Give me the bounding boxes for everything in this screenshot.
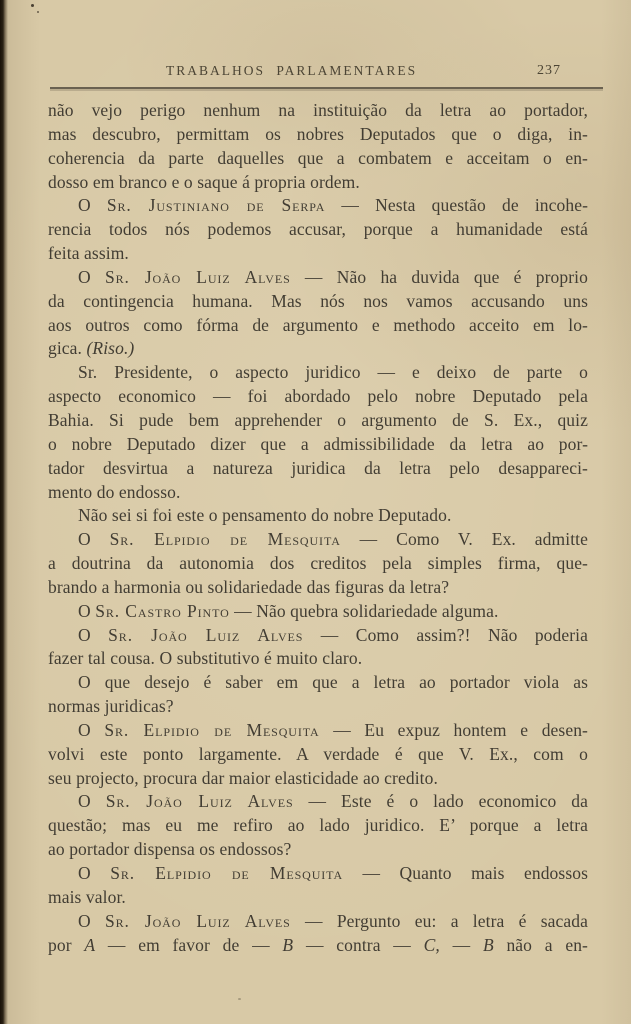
text-line bbox=[48, 194, 588, 218]
text-run: O bbox=[78, 863, 111, 883]
scan-edge-shadow bbox=[0, 0, 8, 1024]
text-line bbox=[48, 409, 588, 433]
speaker-name: Sr. Castro Pinto bbox=[95, 600, 230, 621]
text-line bbox=[48, 790, 588, 814]
text-run: não a en- bbox=[493, 934, 588, 955]
text-line bbox=[48, 242, 588, 266]
text-run: — Como assim?! Não poderia bbox=[303, 624, 588, 645]
italic-text: B bbox=[282, 934, 294, 955]
text-run: ao portador dispensa os endossos? bbox=[48, 839, 292, 860]
paragraph bbox=[48, 790, 588, 862]
text-line bbox=[48, 171, 588, 195]
paragraph bbox=[48, 194, 588, 266]
text-run: mento do endosso. bbox=[48, 481, 181, 502]
italic-text: A bbox=[84, 934, 96, 955]
page-header-title: TRABALHOS PARLAMENTARES bbox=[166, 63, 418, 78]
text-line bbox=[48, 814, 588, 838]
text-line bbox=[48, 576, 588, 600]
text-run: — Este é o lado economico da bbox=[293, 791, 588, 812]
header-rule bbox=[50, 87, 603, 89]
speaker-name: Sr. Elpidio de Mesquita bbox=[110, 863, 344, 883]
text-run: mas descubro, permittam os nobres Deputados que o diga, in- bbox=[48, 123, 588, 144]
text-line bbox=[48, 838, 588, 862]
text-run: dosso em branco e o saque á propria ordem. bbox=[48, 171, 360, 192]
text-run: — Como V. Ex. admitte bbox=[340, 529, 588, 550]
paragraph bbox=[48, 266, 588, 361]
text-line bbox=[48, 481, 588, 505]
ink-speck bbox=[31, 4, 34, 7]
text-line bbox=[48, 624, 588, 648]
text-line bbox=[48, 862, 588, 886]
text-run: — bbox=[439, 934, 483, 955]
text-run: — em favor de — bbox=[95, 934, 283, 955]
italic-text: B bbox=[482, 934, 494, 955]
text-run: O bbox=[78, 910, 105, 931]
paragraph bbox=[48, 600, 588, 624]
text-run: O bbox=[78, 791, 106, 812]
text-line bbox=[48, 910, 588, 934]
text-run: tador desvirtua a natureza juridica da letra pelo desappareci- bbox=[48, 457, 588, 478]
text-line bbox=[48, 552, 588, 576]
text-line bbox=[48, 600, 588, 624]
paragraph bbox=[48, 504, 588, 528]
text-run: volvi este ponto largamente. A verdade é que V. Ex., com o bbox=[48, 743, 588, 764]
text-line bbox=[48, 886, 588, 910]
text-run: brando a harmonia ou solidariedade das figuras da letra? bbox=[48, 576, 450, 597]
text-line bbox=[48, 528, 588, 552]
speaker-name: Sr. João Luiz Alves bbox=[105, 791, 294, 812]
text-run: — Quanto mais endossos bbox=[343, 863, 588, 883]
text-line bbox=[48, 767, 588, 791]
paragraph bbox=[48, 99, 588, 194]
text-line bbox=[48, 290, 588, 314]
text-run: O que desejo é saber em que a letra ao portador viola as bbox=[78, 672, 588, 693]
text-line bbox=[48, 504, 588, 528]
text-line bbox=[48, 361, 588, 385]
text-run: O bbox=[78, 719, 105, 740]
text-run: questão; mas eu me refiro ao lado juridico. E’ porque a letra bbox=[48, 815, 588, 836]
text-run: — Eu expuz hontem e desen- bbox=[319, 719, 588, 740]
text-run: Bahia. Si pude bem apprehender o argumento de S. Ex., quiz bbox=[48, 409, 588, 430]
text-run: O bbox=[78, 600, 96, 621]
text-run: — Não ha duvida que é proprio bbox=[290, 266, 588, 287]
speaker-name: Sr. Elpidio de Mesquita bbox=[104, 719, 320, 740]
text-run: O bbox=[78, 529, 110, 550]
text-run: mais valor. bbox=[48, 886, 126, 907]
text-run: O bbox=[78, 195, 107, 216]
text-run: aspecto economico — foi abordado pelo nobre Deputado pela bbox=[48, 386, 588, 407]
paragraph bbox=[48, 719, 588, 791]
text-run: o nobre Deputado dizer que a admissibilidade da letra ao por- bbox=[48, 433, 588, 454]
page-number: 237 bbox=[537, 63, 561, 78]
text-run: — Pergunto eu: a letra é sacada bbox=[290, 910, 588, 931]
text-line bbox=[48, 266, 588, 290]
text-line bbox=[48, 99, 588, 123]
text-line bbox=[48, 719, 588, 743]
speaker-name: Sr. João Luiz Alves bbox=[104, 266, 291, 287]
text-run: coherencia da parte daquelles que a combatem e acceitam o en- bbox=[48, 147, 588, 168]
paragraph bbox=[48, 862, 588, 910]
running-head bbox=[50, 63, 603, 85]
text-line bbox=[48, 695, 588, 719]
text-run: da contingencia humana. Mas nós nos vamos accusando uns bbox=[48, 290, 588, 311]
paragraph bbox=[48, 528, 588, 600]
speaker-name: Sr. João Luiz Alves bbox=[108, 624, 304, 645]
text-block bbox=[48, 99, 588, 957]
text-run: — Não quebra solidariedade alguma. bbox=[229, 600, 499, 621]
text-line bbox=[48, 934, 588, 958]
text-line bbox=[48, 671, 588, 695]
speaker-name: Sr. Elpidio de Mesquita bbox=[109, 529, 341, 550]
text-run: seu projecto, procura dar maior elasticidade ao credito. bbox=[48, 767, 438, 788]
text-line bbox=[48, 123, 588, 147]
text-run: rencia todos nós podemos accusar, porque a humanidade está bbox=[48, 219, 588, 240]
text-run: gica. bbox=[48, 338, 87, 359]
text-line bbox=[48, 647, 588, 671]
text-line bbox=[48, 385, 588, 409]
text-run: normas juridicas? bbox=[48, 696, 174, 717]
text-run: aos outros como fórma de argumento e methodo acceito em lo- bbox=[48, 314, 588, 335]
text-line bbox=[48, 337, 588, 361]
paragraph bbox=[48, 361, 588, 504]
text-run: Sr. Presidente, o aspecto juridico — e deixo de parte o bbox=[78, 362, 588, 383]
italic-text: (Riso.) bbox=[86, 338, 135, 359]
text-line bbox=[48, 433, 588, 457]
text-run: Não sei si foi este o pensamento do nobre Deputado. bbox=[78, 505, 452, 526]
text-line bbox=[48, 147, 588, 171]
text-run: — contra — bbox=[293, 934, 424, 955]
text-run: não vejo perigo nenhum na instituição da letra ao portador, bbox=[48, 100, 588, 120]
text-run: fazer tal cousa. O substitutivo é muito claro. bbox=[48, 648, 363, 669]
text-run: O bbox=[78, 266, 105, 287]
text-line bbox=[48, 314, 588, 338]
ink-speck bbox=[238, 998, 241, 1000]
text-line bbox=[48, 457, 588, 481]
text-run: por bbox=[48, 934, 85, 955]
italic-text: C, bbox=[423, 934, 440, 955]
paragraph bbox=[48, 910, 588, 958]
text-line bbox=[48, 743, 588, 767]
text-run: — Nesta questão de incohe- bbox=[325, 195, 589, 216]
text-run: O bbox=[78, 624, 109, 645]
text-run: a doutrina da autonomia dos creditos pela simples firma, que- bbox=[48, 553, 588, 574]
paragraph bbox=[48, 671, 588, 719]
ink-speck bbox=[37, 11, 39, 13]
paragraph bbox=[48, 624, 588, 672]
text-run: feita assim. bbox=[48, 243, 129, 264]
speaker-name: Sr. João Luiz Alves bbox=[105, 910, 291, 931]
speaker-name: Sr. Justiniano de Serpa bbox=[106, 195, 326, 216]
text-line bbox=[48, 218, 588, 242]
